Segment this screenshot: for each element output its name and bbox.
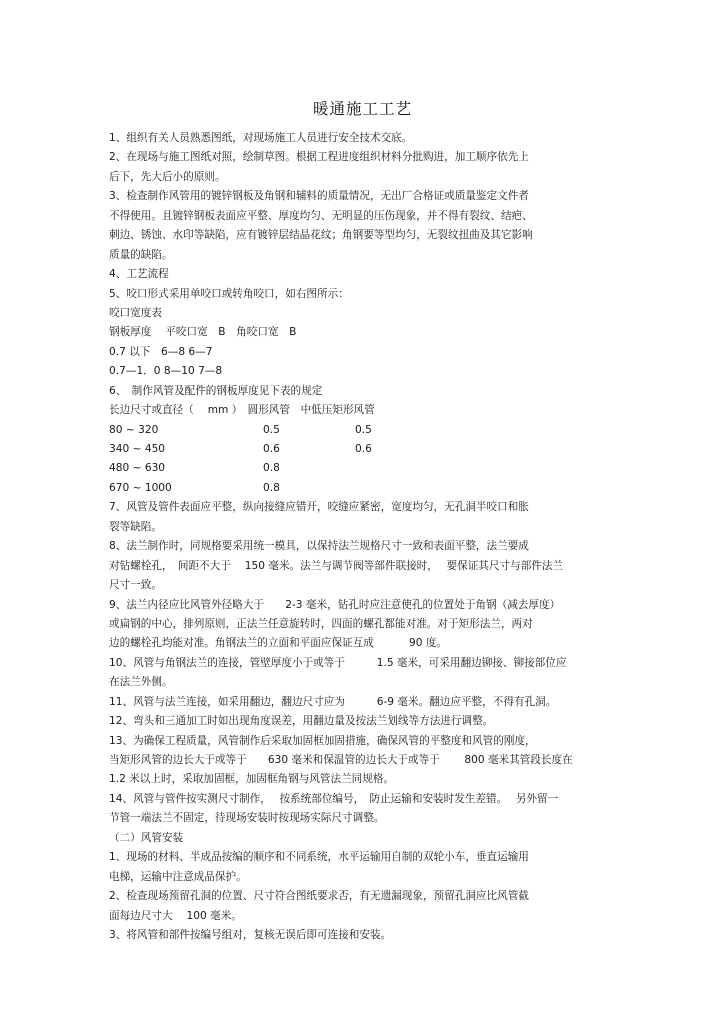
table-cell: 0.8 <box>263 462 280 475</box>
table-cell: 0.6 <box>263 443 280 455</box>
table-cell: 480 ~ 630 <box>109 462 166 475</box>
table-row <box>109 440 709 459</box>
table-cell: 340 ~ 450 <box>109 443 166 455</box>
text-line: 在法兰外侧。 <box>109 676 173 689</box>
table-cell: 670 ~ 1000 <box>109 481 172 494</box>
text-line: 质量的缺陷。 <box>109 248 173 261</box>
text-line: 1.2 米以上时，采取加固框，加固框角钢与风管法兰同规格。 <box>109 773 395 786</box>
text-line: 14、风管与管件按实测尺寸制作， 按系统部位编号， 防止运输和安装时发生差错。 另外留一 <box>109 792 559 805</box>
text-line: 当矩形风管的边长大于或等于 630 毫米和保温管的边长大于或等于 800 毫米其管段长度在 <box>109 754 573 766</box>
text-line: 8、法兰制作时，同规格要采用统一模具，以保持法兰规格尺寸一致和表面平整，法兰要成 <box>109 540 529 553</box>
text-line: 12、弯头和三通加工时如出现角度误差，用翻边量及按法兰划线等方法进行调整。 <box>109 715 494 728</box>
text-line: 后下，先大后小的原则。 <box>109 170 226 183</box>
text-line: 电梯，运输中注意成品保护。 <box>109 870 247 883</box>
table-row <box>109 421 709 440</box>
table-cell: 0.5 <box>263 423 280 436</box>
process-paragraphs <box>109 498 709 945</box>
table-cell: 0.5 <box>355 423 372 436</box>
text-line: 0.7 以下 6—8 6—7 <box>109 345 213 358</box>
text-line: 11、风管与法兰连接，如采用翻边，翻边尺寸应为 6-9 毫米。翻边应平整，不得有孔洞。 <box>109 695 557 708</box>
text-line: 1、组织有关人员熟悉图纸，对现场施工人员进行安全技术交底。 <box>109 132 413 144</box>
table-cell: 0.8 <box>263 481 280 494</box>
text-line: 刺边、锈蚀、水印等缺陷，应有镀锌层结晶花纹；角钢要等型均匀，无裂纹扭曲及其它影响 <box>109 229 533 242</box>
text-line: 长边尺寸或直径（ mm ） 圆形风管 中低压矩形风管 <box>109 404 375 417</box>
document-body <box>109 129 709 945</box>
text-line: 钢板厚度 平咬口宽 B 角咬口宽 B <box>109 326 297 339</box>
text-line: 4、工艺流程 <box>109 268 169 281</box>
text-line: 6、 制作风管及配件的钢板厚度见下表的规定 <box>109 384 323 397</box>
text-line: 边的螺栓孔均能对准。角钢法兰的立面和平面应保证互成 90 度。 <box>109 637 448 650</box>
text-line: 3、检查制作风管用的镀锌钢板及角钢和辅料的质量情况，无出厂合格证或质量鉴定文件者 <box>109 190 529 203</box>
text-line: 7、风管及管件表面应平整，纵向接缝应错开，咬缝应紧密，宽度均匀，无孔洞半咬口和胀 <box>109 501 529 514</box>
text-line: 面每边尺寸大 100 毫米。 <box>109 909 242 922</box>
thickness-table <box>109 421 709 499</box>
text-line: 1、现场的材料、半成品按编的顺序和不同系统，水平运输用自制的双轮小车，垂直运输用 <box>109 851 529 864</box>
text-line: 2、在现场与施工图纸对照，绘制草图。根据工程进度组织材料分批购进，加工顺序依先上 <box>109 151 529 164</box>
text-line: 9、法兰内径应比风管外径略大于 2-3 毫米，钻孔时应注意使孔的位置处于角钢（减去厚度） <box>109 598 561 611</box>
text-line: 13、为确保工程质量，风管制作后采取加固框加固措施，确保风管的平整度和风管的刚度， <box>109 734 536 747</box>
text-line: 咬口宽度表 <box>109 306 162 319</box>
text-line: 2、检查现场预留孔洞的位置、尺寸符合图纸要求否，有无遗漏现象，预留孔洞应比风管截 <box>109 890 529 903</box>
table-cell: 0.6 <box>355 443 372 455</box>
text-line: 3、将风管和部件按编号组对，复核无误后即可连接和安装。 <box>109 928 392 941</box>
page-title: 暖通施工工艺 <box>312 100 412 118</box>
table-row <box>109 479 709 498</box>
text-line: 节管一端法兰不固定，待现场安装时按现场实际尺寸调整。 <box>109 812 385 825</box>
table-row <box>109 459 709 478</box>
text-line: 0.7—1．0 8—10 7—8 <box>109 365 223 378</box>
table-cell: 80 ~ 320 <box>109 423 159 436</box>
text-line: 或扁钢的中心，排列原则，正法兰任意旋转时，四面的螺孔都能对准。对于矩形法兰，两对 <box>109 617 533 630</box>
text-line: 尺寸一致。 <box>109 579 162 592</box>
text-line: 裂等缺陷。 <box>109 520 162 533</box>
text-line: 5、咬口形式采用单咬口或转角咬口，如右图所示： <box>109 287 349 300</box>
text-line: 10、风管与角钢法兰的连接，管壁厚度小于或等于 1.5 毫米，可采用翻边铆接、铆接部位应 <box>109 656 567 669</box>
text-line: （二）风管安装 <box>109 831 184 844</box>
intro-paragraphs <box>109 129 709 421</box>
text-line: 对钻螺栓孔， 间距不大于 150 毫米。法兰与调节阀等部件联接时， 要保证其尺寸与部件法兰 <box>109 559 564 572</box>
text-line: 不得使用。且镀锌钢板表面应平整、厚度均匀、无明显的压伤现象，并不得有裂纹、结疤、 <box>109 209 533 222</box>
